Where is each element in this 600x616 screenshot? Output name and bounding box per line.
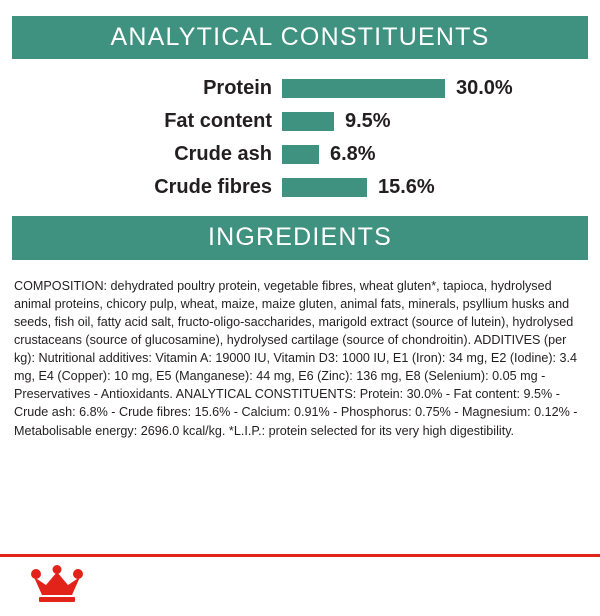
chart-row: [14, 172, 586, 202]
footer: [0, 554, 600, 616]
chart-bar: [282, 79, 445, 98]
chart-value-label: 30.0%: [456, 76, 513, 99]
composition-text: COMPOSITION: dehydrated poultry protein, vegetable fibres, wheat gluten*, tapioca, hydrolysed animal proteins, chicory pulp, wheat, maize, maize gluten, animal fats, minerals, psyllium husks and seeds, fish oil, fatty acid salt, fructo-oligo-saccharides, marigold extract (source of lutein), hydrolysed crustaceans (source of glucosamine), hydrolysed cartilage (source of chondroitin). ADDITIVES (per kg): Nutritional additives: Vitamin A: 19000 IU, Vitamin D3: 1000 IU, E1 (Iron): 34 mg, E2 (Iodine): 3.4 mg, E4 (Copper): 10 mg, E5 (Manganese): 44 mg, E6 (Zinc): 136 mg, E8 (Selenium): 0.05 mg - Preservatives - Antioxidants. ANALYTICAL CONSTITUENTS: Protein: 30.0% - Fat content: 9.5% - Crude ash: 6.8% - Crude fibres: 15.6% - Calcium: 0.91% - Phosphorus: 0.75% - Magnesium: 0.12% - Metabolisable energy: 2696.0 kcal/kg. *L.I.P.: protein selected for its very high digestibility.: [14, 278, 578, 438]
chart-row-label: Fat content: [164, 109, 272, 132]
chart-row-label: Crude fibres: [154, 175, 272, 198]
footer-divider: [0, 554, 600, 557]
chart-row: [14, 106, 586, 136]
chart-bar-wrapper: [282, 139, 586, 169]
analytical-constituents-chart: [0, 73, 600, 202]
chart-value-label: 9.5%: [345, 109, 391, 132]
chart-bar-wrapper: [282, 106, 586, 136]
chart-bar: [282, 112, 334, 131]
chart-row-label: Crude ash: [174, 142, 272, 165]
product-info-panel: [0, 16, 600, 616]
chart-bar-wrapper: [282, 73, 586, 103]
analytical-constituents-header: ANALYTICAL CONSTITUENTS: [12, 16, 588, 59]
chart-row-label: Protein: [203, 76, 272, 99]
chart-bar: [282, 145, 319, 164]
chart-value-label: 6.8%: [330, 142, 376, 165]
ingredients-header: INGREDIENTS: [12, 216, 588, 259]
chart-value-label: 15.6%: [378, 175, 435, 198]
chart-bar: [282, 178, 367, 197]
royal-canin-crown-icon: [30, 565, 84, 607]
chart-row: [14, 139, 586, 169]
chart-row: [14, 73, 586, 103]
chart-bar-wrapper: [282, 172, 586, 202]
